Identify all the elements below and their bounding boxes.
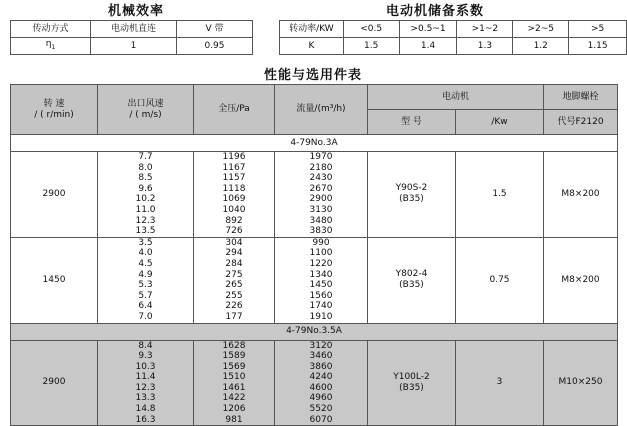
value: 3120: [309, 340, 333, 351]
model-cell: [368, 237, 456, 323]
speed-cell: 1450: [11, 237, 98, 323]
value: 1220: [309, 258, 333, 269]
table-row: [11, 85, 618, 110]
header-motor-model: 型 号: [368, 110, 456, 135]
performance-table: [10, 84, 618, 426]
header-cell: >1~2: [457, 21, 513, 38]
value: 1422: [222, 393, 246, 404]
efficiency-title: 机械效率: [108, 4, 165, 19]
value: 12.3: [135, 215, 156, 226]
value: 275: [225, 269, 243, 280]
value: 11.4: [135, 372, 156, 383]
value: 13.3: [135, 393, 156, 404]
model-cell: [368, 152, 456, 238]
cell: 1.5: [343, 38, 399, 55]
table-row: [11, 237, 618, 323]
speed-cell: 2900: [11, 152, 98, 238]
cell: 1: [91, 38, 177, 55]
value: 8.0: [138, 162, 153, 173]
header-bolt-code: 代号F2120: [544, 110, 618, 135]
value: 1740: [309, 301, 333, 312]
motor-model: Y802-4: [395, 269, 428, 280]
pressure-cell: [194, 340, 275, 426]
value: 3830: [309, 226, 333, 237]
table-row: [11, 152, 618, 238]
header-pressure: 全压/Pa: [194, 85, 275, 135]
power-cell: 3: [456, 340, 544, 426]
value: 226: [225, 301, 243, 312]
eta-subscript: 1: [51, 43, 56, 51]
power-cell: 0.75: [456, 237, 544, 323]
section-label: 4-79No.3.5A: [11, 323, 618, 340]
value: 2670: [309, 183, 333, 194]
section-row: [11, 135, 618, 152]
header-cell: 转动率/KW: [280, 21, 344, 38]
table-row: [11, 21, 253, 38]
value: 11.0: [135, 204, 156, 215]
value: 1118: [222, 183, 246, 194]
bolt-cell: M10×250: [544, 340, 618, 426]
header-flow: 流量/(m³/h): [275, 85, 368, 135]
header-cell: >0.5~1: [399, 21, 457, 38]
pressure-cell: [194, 237, 275, 323]
value: 726: [225, 226, 243, 237]
value: 1569: [222, 361, 246, 372]
value: 265: [225, 280, 243, 291]
value: 284: [225, 258, 243, 269]
table-row: [11, 38, 253, 55]
value: 9.6: [138, 183, 153, 194]
value: 2180: [309, 162, 333, 173]
value: 294: [225, 248, 243, 259]
value: 2900: [309, 194, 333, 205]
value: 3860: [309, 361, 333, 372]
value: 1100: [309, 248, 333, 259]
motor-model-sub: (B35): [399, 280, 424, 291]
value: 6070: [309, 414, 333, 425]
value: 1196: [222, 152, 246, 162]
value: 1069: [222, 194, 246, 205]
value: 3.5: [138, 237, 153, 248]
value: 1970: [309, 152, 333, 162]
value: 177: [225, 311, 243, 322]
value: 1510: [222, 372, 246, 383]
value: 10.3: [135, 361, 156, 372]
efficiency-table: [10, 20, 253, 55]
motor-model: Y90S-2: [395, 183, 428, 194]
value: 8.5: [138, 173, 153, 184]
reserve-table: [279, 20, 627, 55]
velocity-cell: [98, 237, 194, 323]
header-cell: <0.5: [343, 21, 399, 38]
value: 12.3: [135, 382, 156, 393]
cell: 0.95: [177, 38, 253, 55]
value: 3480: [309, 215, 333, 226]
motor-model: Y100L-2: [393, 371, 430, 382]
value: 9.3: [138, 351, 153, 362]
value: 1040: [222, 204, 246, 215]
value: 304: [225, 237, 243, 248]
header-cell: 传动方式: [11, 21, 91, 38]
eta-symbol: η: [45, 39, 52, 50]
value: 4600: [309, 382, 333, 393]
bolt-cell: M8×200: [544, 152, 618, 238]
header-motor-power: /Kw: [456, 110, 544, 135]
motor-model-sub: (B35): [399, 382, 424, 393]
main-title: 性能与选用件表: [264, 68, 363, 83]
value: 1461: [222, 382, 246, 393]
value: 13.5: [135, 226, 156, 237]
flow-cell: [275, 152, 368, 238]
cell: [11, 38, 91, 55]
value: 990: [312, 237, 330, 248]
value: 2430: [309, 173, 333, 184]
header-bolt: 地脚螺栓: [544, 85, 618, 110]
pressure-cell: [194, 152, 275, 238]
header-speed: [11, 85, 98, 135]
header-cell: >2~5: [513, 21, 569, 38]
value: 5520: [309, 404, 333, 415]
value: 1206: [222, 404, 246, 415]
cell: 1.2: [513, 38, 569, 55]
table-row: [280, 38, 627, 55]
value: 3130: [309, 204, 333, 215]
motor-model-sub: (B35): [399, 194, 424, 205]
cell: K: [280, 38, 344, 55]
cell: 1.4: [399, 38, 457, 55]
value: 1167: [222, 162, 246, 173]
velocity-cell: [98, 340, 194, 426]
value: 892: [225, 215, 243, 226]
bolt-cell: M8×200: [544, 237, 618, 323]
header-cell: V 带: [177, 21, 253, 38]
value: 7.7: [138, 152, 153, 162]
value: 1450: [309, 280, 333, 291]
value: 255: [225, 290, 243, 301]
value: 5.7: [138, 290, 153, 301]
value: 10.2: [135, 194, 156, 205]
value: 1560: [309, 290, 333, 301]
value: 5.3: [138, 280, 153, 291]
reserve-title: 电动机储备系数: [386, 4, 485, 19]
value: 1589: [222, 351, 246, 362]
value: 7.0: [138, 311, 153, 322]
value: 8.4: [138, 340, 153, 351]
value: 1340: [309, 269, 333, 280]
value: 1628: [222, 340, 246, 351]
value: 16.3: [135, 414, 156, 425]
value: 4.0: [138, 248, 153, 259]
flow-cell: [275, 340, 368, 426]
header-outlet-label: 出口风速: [127, 98, 164, 109]
value: 14.8: [135, 404, 156, 415]
cell: 1.3: [457, 38, 513, 55]
velocity-cell: [98, 152, 194, 238]
power-cell: 1.5: [456, 152, 544, 238]
header-outlet-unit: / ( m/s): [129, 109, 162, 120]
header-outlet: [98, 85, 194, 135]
value: 6.4: [138, 301, 153, 312]
header-speed-unit: / ( r/min): [34, 109, 74, 120]
value: 4960: [309, 393, 333, 404]
value: 1910: [309, 311, 333, 322]
section-label: 4-79No.3A: [11, 135, 618, 152]
speed-cell: 2900: [11, 340, 98, 426]
value: 3460: [309, 351, 333, 362]
model-cell: [368, 340, 456, 426]
table-row: [280, 21, 627, 38]
header-cell: >5: [569, 21, 627, 38]
header-cell: 电动机直连: [91, 21, 177, 38]
flow-cell: [275, 237, 368, 323]
value: 4.5: [138, 258, 153, 269]
cell: 1.15: [569, 38, 627, 55]
value: 981: [225, 414, 243, 425]
table-row: [11, 340, 618, 426]
header-motor: 电动机: [368, 85, 544, 110]
section-row: [11, 323, 618, 340]
value: 1157: [222, 173, 246, 184]
header-speed-label: 转 速: [43, 98, 65, 109]
value: 4240: [309, 372, 333, 383]
value: 4.9: [138, 269, 153, 280]
